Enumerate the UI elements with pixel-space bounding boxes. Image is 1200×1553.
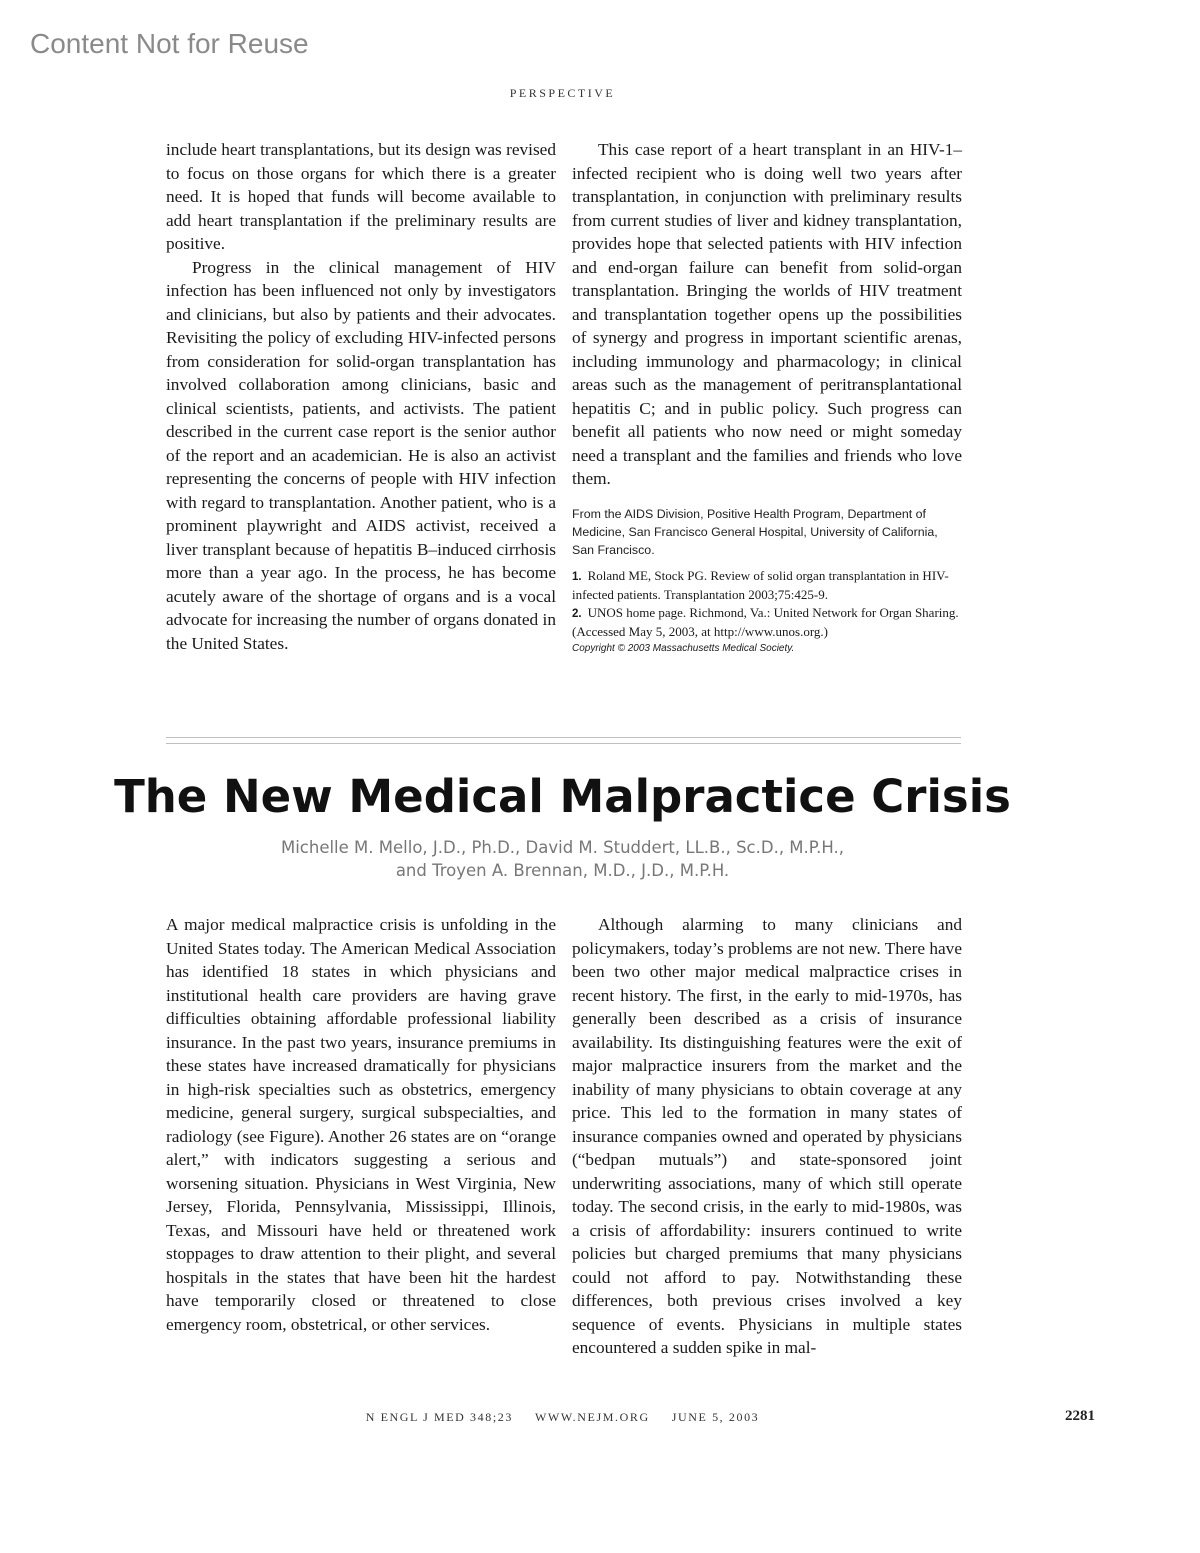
copyright-notice: Copyright © 2003 Massachusetts Medical Society. bbox=[572, 642, 795, 654]
footer-journal: N ENGL J MED 348;23 bbox=[365, 1410, 513, 1424]
body-paragraph: A major medical malpractice crisis is unfolding in the United States today. The American Medical Association has identified 18 states in which physicians and institutional health care providers are having grave difficulties obtaining affordable professional liability insurance. In the past two years, insurance premiums in these states have increased dramatically for physicians in high-risk specialties such as obstetrics, emergency medicine, general surgery, surgical subspecialties, and radiology (see Figure). Another 26 states are on “orange alert,” with indicators suggesting a serious and worsening situation. Physicians in West Virginia, New Jersey, Florida, Pennsylvania, Mississippi, Illinois, Texas, and Missouri have held or threatened work stoppages to draw attention to their plight, and several hospitals in the states that have been hit the hardest have temporarily closed or threatened to close emergency room, obstetrical, or other services. bbox=[166, 915, 556, 1334]
reference-list bbox=[572, 567, 962, 641]
section-label: PERSPECTIVE bbox=[509, 86, 616, 100]
body-paragraph: include heart transplantations, but its design was revised to focus on those organs for which there is a greater need. It is hoped that funds will become available to add heart transplantation if the preliminary results are positive. bbox=[166, 140, 556, 253]
reference-number: 1. bbox=[572, 570, 582, 583]
reference-number: 2. bbox=[572, 607, 582, 620]
reference-text: UNOS home page. Richmond, Va.: United Network for Organ Sharing. (Accessed May 5, 2003, at http://www.unos.org.) bbox=[572, 604, 959, 639]
footer-site: WWW.NEJM.ORG bbox=[535, 1410, 650, 1424]
body-paragraph: Progress in the clinical management of HIV infection has been influenced not only by investigators and clinicians, but also by patients and their advocates. Revisiting the policy of excluding HIV-infected persons from consideration for solid-organ transplantation has involved collaboration among clinicians, basic and clinical scientists, patients, and activists. The patient described in the current case report is the senior author of the report and an academician. He is also an activist representing the concerns of people with HIV infection with regard to transplantation. Another patient, who is a prominent playwright and AIDS activist, received a liver transplant because of hepatitis B–induced cirrhosis more than a year ago. In the process, he has become acutely aware of the shortage of organs and is a vocal advocate for increasing the number of organs donated in the United States. bbox=[166, 257, 556, 653]
reference-text: Roland ME, Stock PG. Review of solid organ transplantation in HIV-infected patients. Transplantation 2003;75:425-9. bbox=[572, 567, 949, 602]
bottom-left-column bbox=[166, 913, 556, 1336]
watermark: Content Not for Reuse bbox=[30, 28, 309, 59]
footer-date: JUNE 5, 2003 bbox=[671, 1410, 760, 1424]
article-title: The New Medical Malpractice Crisis bbox=[114, 770, 1011, 823]
page-number: 2281 bbox=[1065, 1408, 1095, 1424]
body-paragraph: Although alarming to many clinicians and policymakers, today’s problems are not new. There have been two other major medical malpractice crises in recent history. The first, in the early to mid-1970s, has generally been described as a crisis of insurance availability. Its distinguishing features were the exit of major malpractice insurers from the market and the inability of many physicians to obtain coverage at any price. This led to the formation in many states of insurance companies owned and operated by physicians (“bedpan mutuals”) and state-sponsored joint underwriting associations, many of which still operate today. The second crisis, in the early to mid-1980s, was a crisis of affordability: insurers continued to write policies but charged premiums that many physicians could not afford to pay. Notwithstanding these differences, both previous crises involved a key sequence of events. Physicians in multiple states encountered a sudden spike in mal- bbox=[572, 915, 962, 1357]
page-footer bbox=[0, 1410, 1125, 1425]
section-divider bbox=[166, 737, 961, 738]
reference-item bbox=[572, 604, 962, 641]
authors-line: and Troyen A. Brennan, M.D., J.D., M.P.H. bbox=[395, 861, 730, 880]
section-divider bbox=[166, 743, 961, 744]
bottom-right-column bbox=[572, 913, 962, 1360]
author-affiliation: From the AIDS Division, Positive Health Program, Department of Medicine, San Francisco General Hospital, University of California, San Francisco. bbox=[572, 506, 938, 557]
body-paragraph: This case report of a heart transplant in an HIV-1–infected recipient who is doing well two years after transplantation, in conjunction with preliminary results from current studies of liver and kidney transplantation, provides hope that selected patients with HIV infection and end-organ failure can benefit from solid-organ transplantation. Bringing the worlds of HIV treatment and transplantation together opens up the possibilities of synergy and progress in important scientific arenas, including immunology and pharmacology; in clinical areas such as the management of peritransplantational hepatitis C; and in public policy. Such progress can benefit all patients who now need or might someday need a transplant and the families and friends who love them. bbox=[572, 140, 962, 488]
top-right-column bbox=[572, 138, 962, 657]
reference-item bbox=[572, 567, 962, 604]
article-authors bbox=[0, 836, 1125, 882]
authors-line: Michelle M. Mello, J.D., Ph.D., David M. Studdert, LL.B., Sc.D., M.P.H., bbox=[280, 838, 845, 857]
top-left-column bbox=[166, 138, 556, 655]
